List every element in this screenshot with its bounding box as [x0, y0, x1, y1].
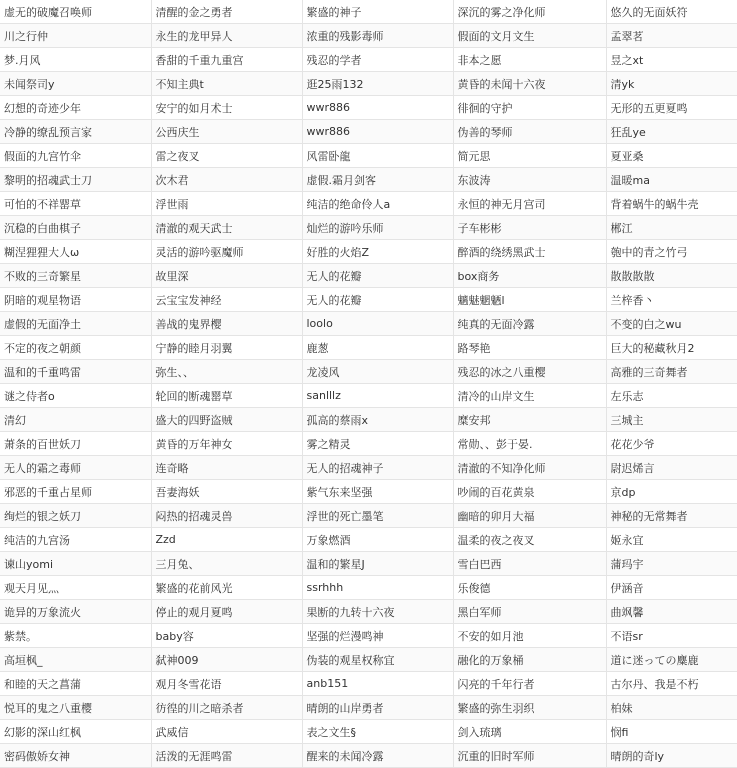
table-cell: 无人的招魂神子 [302, 456, 453, 480]
table-cell: 观天月见灬 [0, 576, 151, 600]
table-cell: 繁盛的神子 [302, 0, 453, 24]
table-row [0, 576, 737, 600]
table-cell: 兰梓香丶 [606, 288, 737, 312]
table-cell: 狂乱ye [606, 120, 737, 144]
table-cell: 简元思 [453, 144, 606, 168]
table-cell: 浓重的残影毒师 [302, 24, 453, 48]
table-cell: 不败的三奇繁星 [0, 264, 151, 288]
table-cell: 温和的千重鸣雷 [0, 360, 151, 384]
table-row [0, 480, 737, 504]
table-cell: 雪白巴西 [453, 552, 606, 576]
table-cell: 活泼的无涯鸣雷 [151, 744, 302, 768]
table-row [0, 96, 737, 120]
table-cell: 弥生、、 [151, 360, 302, 384]
table-cell: 悠久的无面妖符 [606, 0, 737, 24]
table-cell: 黄昏的万年神女 [151, 432, 302, 456]
table-cell: 伊涵音 [606, 576, 737, 600]
table-cell: Zzd [151, 528, 302, 552]
table-cell: 观月冬雪花语 [151, 672, 302, 696]
table-row [0, 264, 737, 288]
table-cell: 可怕的不祥罂草 [0, 192, 151, 216]
table-cell: 徘徊的守护 [453, 96, 606, 120]
table-cell: 清澈的观天武士 [151, 216, 302, 240]
table-row [0, 192, 737, 216]
table-row [0, 144, 737, 168]
table-cell: 万象燃酒 [302, 528, 453, 552]
table-cell: 弑神009 [151, 648, 302, 672]
table-cell: 孤高的蔡雨x [302, 408, 453, 432]
table-cell: 好胜的火焰Z [302, 240, 453, 264]
table-cell: 表之文生§ [302, 720, 453, 744]
table-cell: wwr886 [302, 96, 453, 120]
table-cell: 郴江 [606, 216, 737, 240]
table-cell: 子车彬彬 [453, 216, 606, 240]
table-cell: 融化的万象桶 [453, 648, 606, 672]
table-cell: 假面的文月文生 [453, 24, 606, 48]
table-cell: 清幻 [0, 408, 151, 432]
table-row [0, 624, 737, 648]
table-cell: 姬永宜 [606, 528, 737, 552]
table-cell: 无人的花瓣 [302, 288, 453, 312]
table-cell: 悯fi [606, 720, 737, 744]
table-cell: 谜之侍者o [0, 384, 151, 408]
table-cell: 紫气东来坚强 [302, 480, 453, 504]
table-cell: 魑魅魍魉l [453, 288, 606, 312]
table-row [0, 456, 737, 480]
table-cell: 高垣枫_ [0, 648, 151, 672]
table-cell: 夏亚桑 [606, 144, 737, 168]
table-cell: 龙凌风 [302, 360, 453, 384]
table-cell: 柏妹 [606, 696, 737, 720]
table-cell: 永恒的神无月宫司 [453, 192, 606, 216]
table-cell: 黄昏的未闻十六夜 [453, 72, 606, 96]
table-row [0, 240, 737, 264]
table-cell: 无人的花瓣 [302, 264, 453, 288]
table-cell: 悦耳的鬼之八重樱 [0, 696, 151, 720]
table-cell: 温柔的夜之夜叉 [453, 528, 606, 552]
table-row [0, 336, 737, 360]
table-row [0, 408, 737, 432]
table-cell: 安宁的如月术士 [151, 96, 302, 120]
table-cell: 吾妻海妖 [151, 480, 302, 504]
table-cell: 纯洁的绝命伶人a [302, 192, 453, 216]
table-cell: 黑白军师 [453, 600, 606, 624]
table-cell: 善战的鬼界樱 [151, 312, 302, 336]
table-cell: 尉迟烯言 [606, 456, 737, 480]
table-cell: 虚假.霜月剑客 [302, 168, 453, 192]
table-cell: 常勋、、彭于晏. [453, 432, 606, 456]
table-cell: 宁静的睦月羽翼 [151, 336, 302, 360]
table-cell: ssrhhh [302, 576, 453, 600]
table-cell: 假面的九宫竹伞 [0, 144, 151, 168]
table-cell: 东波涛 [453, 168, 606, 192]
table-cell: 密码傲娇女神 [0, 744, 151, 768]
table-cell: 温和的繁星J [302, 552, 453, 576]
table-cell: 萧条的百世妖刀 [0, 432, 151, 456]
table-cell: 不知主典t [151, 72, 302, 96]
table-row [0, 552, 737, 576]
table-cell: 鹿葱 [302, 336, 453, 360]
table-cell: 黎明的招魂武士刀 [0, 168, 151, 192]
table-cell: 蒲玛宇 [606, 552, 737, 576]
table-cell: 醒来的未闻冷露 [302, 744, 453, 768]
table-cell: 公西庆生 [151, 120, 302, 144]
table-cell: 纯洁的九宫汤 [0, 528, 151, 552]
table-cell: 巨大的秘藏秋月2 [606, 336, 737, 360]
table-cell: 吵闹的百花黄泉 [453, 480, 606, 504]
table-cell: 沉重的旧时军师 [453, 744, 606, 768]
table-cell: 雷之夜叉 [151, 144, 302, 168]
table-cell: 糜安邦 [453, 408, 606, 432]
table-cell: 不变的白之wu [606, 312, 737, 336]
table-row [0, 504, 737, 528]
table-row [0, 600, 737, 624]
table-row [0, 48, 737, 72]
table-cell: 未闻祭司y [0, 72, 151, 96]
table-cell: 晴朗的山岸勇者 [302, 696, 453, 720]
table-row [0, 0, 737, 24]
table-row [0, 696, 737, 720]
table-cell: 非本之愿 [453, 48, 606, 72]
table-cell: 醉酒的绕绣黑武士 [453, 240, 606, 264]
table-row [0, 168, 737, 192]
table-cell: 雾之精灵 [302, 432, 453, 456]
table-cell: sanlllz [302, 384, 453, 408]
table-cell: 背着蜗牛的蜗牛壳 [606, 192, 737, 216]
table-cell: 幻想的奇迹少年 [0, 96, 151, 120]
table-cell: 彷徨的川之暗杀者 [151, 696, 302, 720]
table-cell: 道に迷っての麋鹿 [606, 648, 737, 672]
table-row [0, 72, 737, 96]
table-row [0, 288, 737, 312]
table-cell: 阴暗的观星物语 [0, 288, 151, 312]
table-cell: 灿烂的游吟乐师 [302, 216, 453, 240]
table-cell: 繁盛的花前风光 [151, 576, 302, 600]
table-row [0, 720, 737, 744]
table-cell: 浮世雨 [151, 192, 302, 216]
table-cell: 诡异的万象流火 [0, 600, 151, 624]
table-cell: 绚烂的银之妖刀 [0, 504, 151, 528]
table-cell: 晴朗的奇ly [606, 744, 737, 768]
table-cell: 三城主 [606, 408, 737, 432]
table-cell: 乐俊德 [453, 576, 606, 600]
table-cell: 幻影的深山红枫 [0, 720, 151, 744]
table-cell: 曲飒馨 [606, 600, 737, 624]
table-row [0, 24, 737, 48]
table-cell: 昱之xt [606, 48, 737, 72]
table-cell: 停止的观月夏鸣 [151, 600, 302, 624]
table-cell: 路琴艳 [453, 336, 606, 360]
table-row [0, 432, 737, 456]
table-cell: 武威信 [151, 720, 302, 744]
table-cell: 清冷的山岸文生 [453, 384, 606, 408]
table-cell: anb151 [302, 672, 453, 696]
table-cell: 高雅的三奇舞者 [606, 360, 737, 384]
table-cell: 香甜的千重九重宫 [151, 48, 302, 72]
table-cell: 谏山yomi [0, 552, 151, 576]
table-row [0, 360, 737, 384]
table-cell: 残忍的冰之八重樱 [453, 360, 606, 384]
table-cell: 邪恶的千重占星师 [0, 480, 151, 504]
table-cell: 虚假的无面净土 [0, 312, 151, 336]
table-cell: 无形的五更夏鸣 [606, 96, 737, 120]
table-cell: 连奇略 [151, 456, 302, 480]
table-cell: 京dp [606, 480, 737, 504]
table-row [0, 216, 737, 240]
table-cell: 三月兔、 [151, 552, 302, 576]
table-cell: 轮回的断魂罂草 [151, 384, 302, 408]
table-cell: 无人的霜之毒师 [0, 456, 151, 480]
table-cell: 不语sr [606, 624, 737, 648]
table-cell: 幽暗的卯月大福 [453, 504, 606, 528]
table-cell: 匏中的青之竹弓 [606, 240, 737, 264]
table-row [0, 648, 737, 672]
table-cell: 盛大的四野盗贼 [151, 408, 302, 432]
table-cell: 古尔丹、我是不朽 [606, 672, 737, 696]
table-cell: 梦.月风 [0, 48, 151, 72]
table-row [0, 312, 737, 336]
table-cell: 川之行仲 [0, 24, 151, 48]
table-row [0, 528, 737, 552]
table-cell: 散散散散 [606, 264, 737, 288]
table-cell: 闷热的招魂灵兽 [151, 504, 302, 528]
table-cell: 冷静的缭乱预言家 [0, 120, 151, 144]
table-cell: 紫禁。 [0, 624, 151, 648]
table-cell: 果断的九转十六夜 [302, 600, 453, 624]
table-cell: 坚强的烂漫鸣神 [302, 624, 453, 648]
table-cell: 孟翠茗 [606, 24, 737, 48]
table-cell: 深沉的雾之净化师 [453, 0, 606, 24]
table-cell: 清澈的不知净化师 [453, 456, 606, 480]
table-cell: 浮世的死亡墨笔 [302, 504, 453, 528]
table-cell: 清醒的金之勇者 [151, 0, 302, 24]
table-row [0, 744, 737, 768]
table-cell: 风雷卧龍 [302, 144, 453, 168]
table-cell: box商务 [453, 264, 606, 288]
table-cell: wwr886 [302, 120, 453, 144]
table-row [0, 672, 737, 696]
table-row [0, 120, 737, 144]
table-cell: 伪善的琴师 [453, 120, 606, 144]
table-cell: 残忍的学者 [302, 48, 453, 72]
table-cell: 故里深 [151, 264, 302, 288]
table-cell: 闪亮的千年行者 [453, 672, 606, 696]
table-cell: 云宝宝发神经 [151, 288, 302, 312]
table-cell: loolo [302, 312, 453, 336]
table-cell: 虚无的破魔召唤师 [0, 0, 151, 24]
table-cell: 逛25雨132 [302, 72, 453, 96]
table-cell: 左乐志 [606, 384, 737, 408]
table-cell: 神秘的无常舞者 [606, 504, 737, 528]
table-cell: 次木君 [151, 168, 302, 192]
table-cell: 不定的夜之朝颜 [0, 336, 151, 360]
table-cell: 温暖ma [606, 168, 737, 192]
table-cell: 剑入琉璃 [453, 720, 606, 744]
table-row [0, 384, 737, 408]
table-cell: 纯真的无面冷露 [453, 312, 606, 336]
table-cell: 清yk [606, 72, 737, 96]
table-cell: 沉稳的白曲棋子 [0, 216, 151, 240]
table-cell: 糊涅狸狸大人ω [0, 240, 151, 264]
table-cell: 伪装的观星权称宜 [302, 648, 453, 672]
table-cell: 繁盛的弥生羽织 [453, 696, 606, 720]
table-cell: 花花少爷 [606, 432, 737, 456]
table-cell: 和睦的天之菖蒲 [0, 672, 151, 696]
table-cell: baby容 [151, 624, 302, 648]
table-cell: 永生的龙甲异人 [151, 24, 302, 48]
table-cell: 不安的如月池 [453, 624, 606, 648]
table-cell: 灵活的游吟驱魔师 [151, 240, 302, 264]
